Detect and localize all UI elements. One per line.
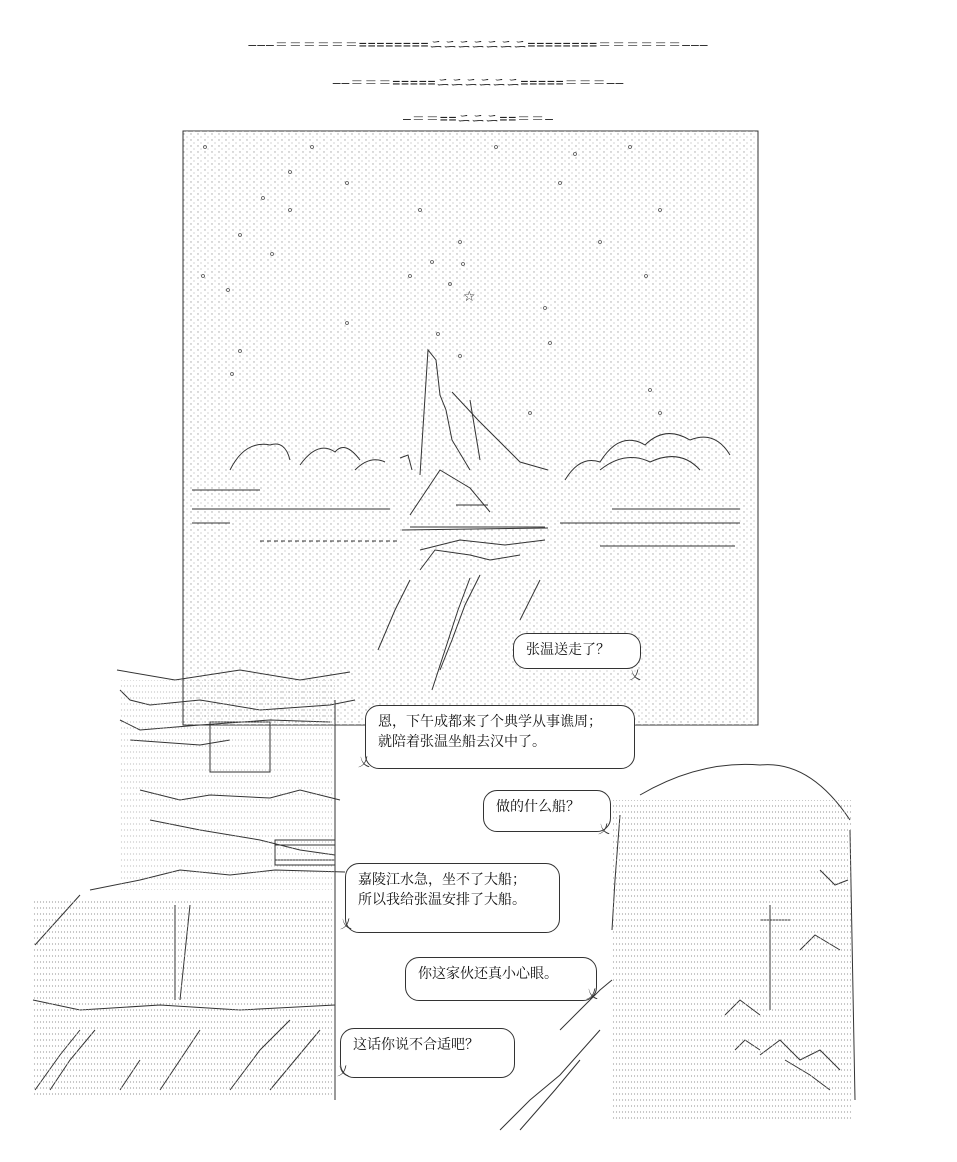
speaker-mark: 乂 (340, 917, 353, 931)
speaker-mark: 乂 (598, 822, 611, 836)
scene-frame (183, 131, 758, 725)
bubble-line-1: 恩，下午成都来了个典学从事谯周； (378, 714, 602, 730)
speech-bubble-q2 (483, 790, 611, 836)
speaker-mark: 乂 (586, 987, 599, 1001)
speech-bubble-q1 (513, 633, 642, 682)
speech-bubble-q4 (337, 1028, 515, 1078)
speech-bubble-q3 (405, 957, 597, 1001)
right-figure-shading (612, 800, 852, 1120)
bubble-text: 这话你说不合适吧？ (353, 1037, 479, 1053)
left-figure-head-shading (120, 680, 335, 890)
left-figure-body-shading (33, 900, 335, 1095)
header-rule-1: ———＝＝＝＝＝＝========ニニニニニニニ========＝＝＝＝＝＝——— (248, 38, 709, 53)
header-rule-3: —＝＝==ニニニ==＝＝— (403, 112, 554, 127)
header-rule-2: ——＝＝＝=====ニニニニニニ=====＝＝＝—— (332, 76, 625, 91)
speaker-mark: 乂 (337, 1064, 350, 1078)
bubble-line-1: 嘉陵江水急，坐不了大船； (358, 872, 526, 888)
speech-bubble-a1 (358, 705, 635, 769)
bubble-text: 张温送走了？ (526, 642, 610, 658)
star-icon: ☆ (463, 289, 476, 305)
bubble-text: 你这家伙还真小心眼。 (418, 966, 558, 982)
bubble-text: 做的什么船？ (496, 799, 580, 815)
bubble-line-2: 所以我给张温安排了大船。 (358, 892, 526, 908)
speaker-mark: 乂 (629, 668, 642, 682)
speaker-mark: 乂 (358, 755, 371, 769)
speech-bubble-a2 (340, 863, 560, 933)
bubble-line-2: 就陪着张温坐船去汉中了。 (378, 734, 546, 750)
